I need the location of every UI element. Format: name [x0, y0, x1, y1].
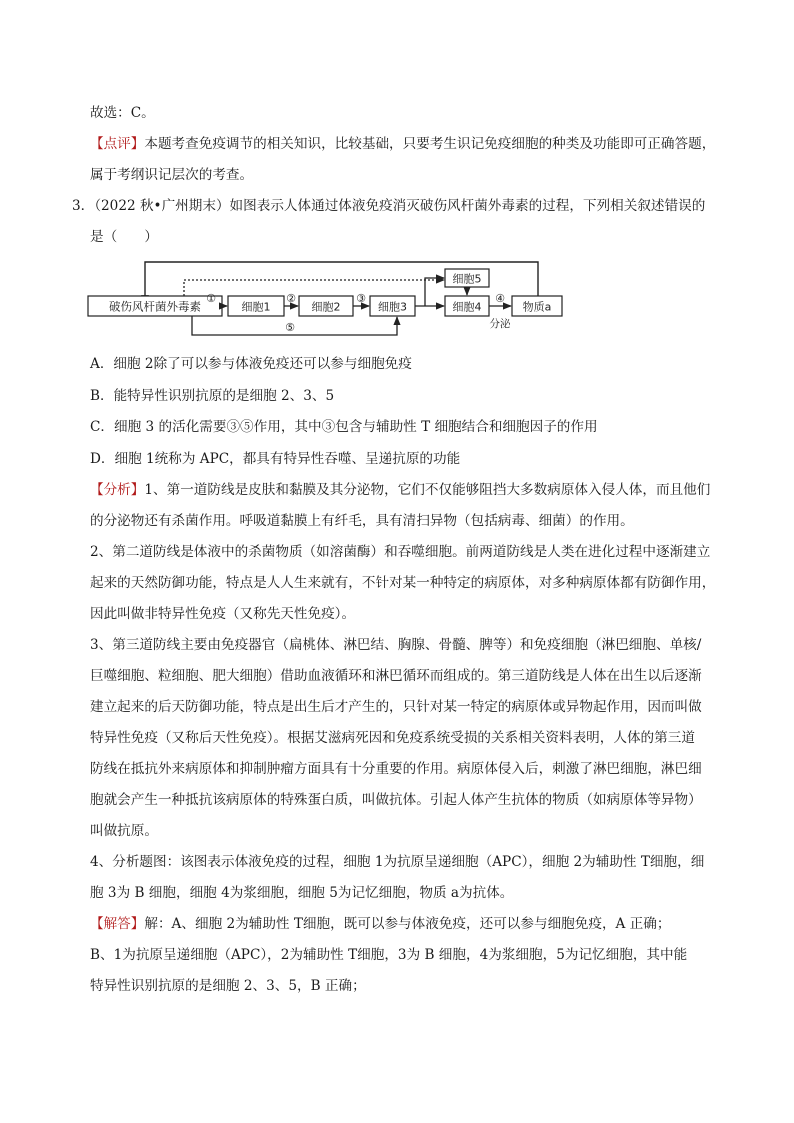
analysis-p3-line4: 特异性免疫（又称后天性免疫）。根据艾滋病死因和免疫系统受损的关系相关资料表明，人体的第三道 [90, 730, 695, 746]
page-content [72, 98, 732, 1002]
analysis-p2-line1: 2、第二道防线是体液中的杀菌物质（如溶菌酶）和吞噬细胞。前两道防线是人类在进化过程中逐渐建立 [90, 544, 711, 560]
option-c: C．细胞 3 的活化需要③⑤作用，其中③包含与辅助性 T 细胞结合和细胞因子的作用 [90, 419, 598, 435]
analysis-p3-line3: 建立起来的后天防御功能，特点是出生后才产生的，只针对某一特定的病原体或异物起作用，因而叫做 [90, 699, 702, 715]
analysis-p3-line7: 叫做抗原。 [90, 823, 158, 839]
analysis-p1-line1: 1、第一道防线是皮肤和黏膜及其分泌物，它们不仅能够阻挡大多数病原体入侵人体，而且他们 [144, 482, 711, 498]
label-cell1: 细胞1 [241, 300, 271, 314]
analysis-p4-line2: 胞 3为 B 细胞，细胞 4为浆细胞，细胞 5为记忆细胞，物质 a为抗体。 [90, 885, 514, 901]
analysis-p2-line2: 起来的天然防御功能，特点是人人生来就有，不针对某一种特定的病原体，对多种病原体都有防御作用， [90, 575, 716, 591]
answer-line: 故选：C。 [90, 105, 155, 121]
label-cell5: 细胞5 [452, 272, 482, 286]
label-cell2: 细胞2 [311, 300, 341, 314]
step-three: ③ [356, 292, 366, 305]
diagram-svg [87, 255, 552, 345]
step-five: ⑤ [285, 321, 295, 334]
comment-text: 本题考查免疫调节的相关知识，比较基础，只要考生识记免疫细胞的种类及功能即可正确答题， [144, 136, 716, 152]
solution-line2: B、1为抗原呈递细胞（APC），2为辅助性 T细胞，3为 B 细胞，4为浆细胞，5为记忆细胞，其中能 [90, 947, 688, 963]
analysis-p3-line1: 3、第三道防线主要由免疫器官（扁桃体、淋巴结、胸腺、骨髓、脾等）和免疫细胞（淋巴细胞、单核/ [90, 637, 702, 653]
analysis-paragraph-1 [72, 475, 732, 506]
question-stem-continued: 是（ ） [90, 229, 158, 245]
analysis-p3-line2: 巨噬细胞、粒细胞、肥大细胞）借助血液循环和淋巴循环而组成的。第三道防线是人体在出生以后逐渐 [90, 668, 702, 684]
option-a: A．细胞 2除了可以参与体液免疫还可以参与细胞免疫 [90, 356, 412, 372]
solution-tag: 【解答】 [90, 916, 145, 932]
step-four: ④ [495, 292, 505, 305]
comment-paragraph [72, 129, 732, 160]
analysis-p1-line2: 的分泌物还有杀菌作用。呼吸道黏膜上有纤毛，具有清扫异物（包括病毒、细菌）的作用。 [90, 513, 634, 529]
analysis-p3-line6: 胞就会产生一种抵抗该病原体的特殊蛋白质，叫做抗体。引起人体产生抗体的物质（如病原体等异物） [90, 792, 702, 808]
arrow-cell3-cell5 [425, 278, 444, 306]
label-cell3: 细胞3 [378, 300, 407, 314]
analysis-p2-line3: 因此叫做非特异性免疫（又称先天性免疫）。 [90, 606, 356, 622]
step-one: ① [206, 292, 216, 305]
analysis-tag: 【分析】 [90, 482, 145, 498]
solution-line1: 解：A、细胞 2为辅助性 T细胞，既可以参与体液免疫，还可以参与细胞免疫，A 正确； [144, 916, 671, 932]
option-b: B．能特异性识别抗原的是细胞 2、3、5 [90, 387, 335, 404]
question-stem: 3．（2022 秋•广州期末）如图表示人体通过体液免疫消灭破伤风杆菌外毒素的过程，下列相关叙述错误的 [72, 198, 706, 214]
solution-paragraph [72, 909, 732, 940]
solution-line3: 特异性识别抗原的是细胞 2、3、5，B 正确； [90, 978, 366, 994]
comment-tag: 【点评】 [90, 136, 145, 152]
option-d: D．细胞 1统称为 APC，都具有特异性吞噬、呈递抗原的功能 [90, 450, 461, 467]
label-toxin: 破伤风杆菌外毒素 [109, 299, 201, 314]
label-secrete: 分泌 [489, 318, 511, 330]
label-cell4: 细胞4 [452, 300, 482, 314]
immune-process-diagram [72, 255, 732, 347]
label-substance-a: 物质a [522, 300, 552, 314]
analysis-p4-line1: 4、分析题图：该图表示体液免疫的过程，细胞 1为抗原呈递细胞（APC），细胞 2为辅助性 T细胞，细 [90, 854, 705, 870]
comment-text-continued: 属于考纲识记层次的考查。 [90, 167, 254, 183]
analysis-p3-line5: 防线在抵抗外来病原体和抑制肿瘤方面具有十分重要的作用。病原体侵入后，刺激了淋巴细胞，淋巴细 [90, 761, 702, 777]
step-two: ② [286, 292, 296, 305]
